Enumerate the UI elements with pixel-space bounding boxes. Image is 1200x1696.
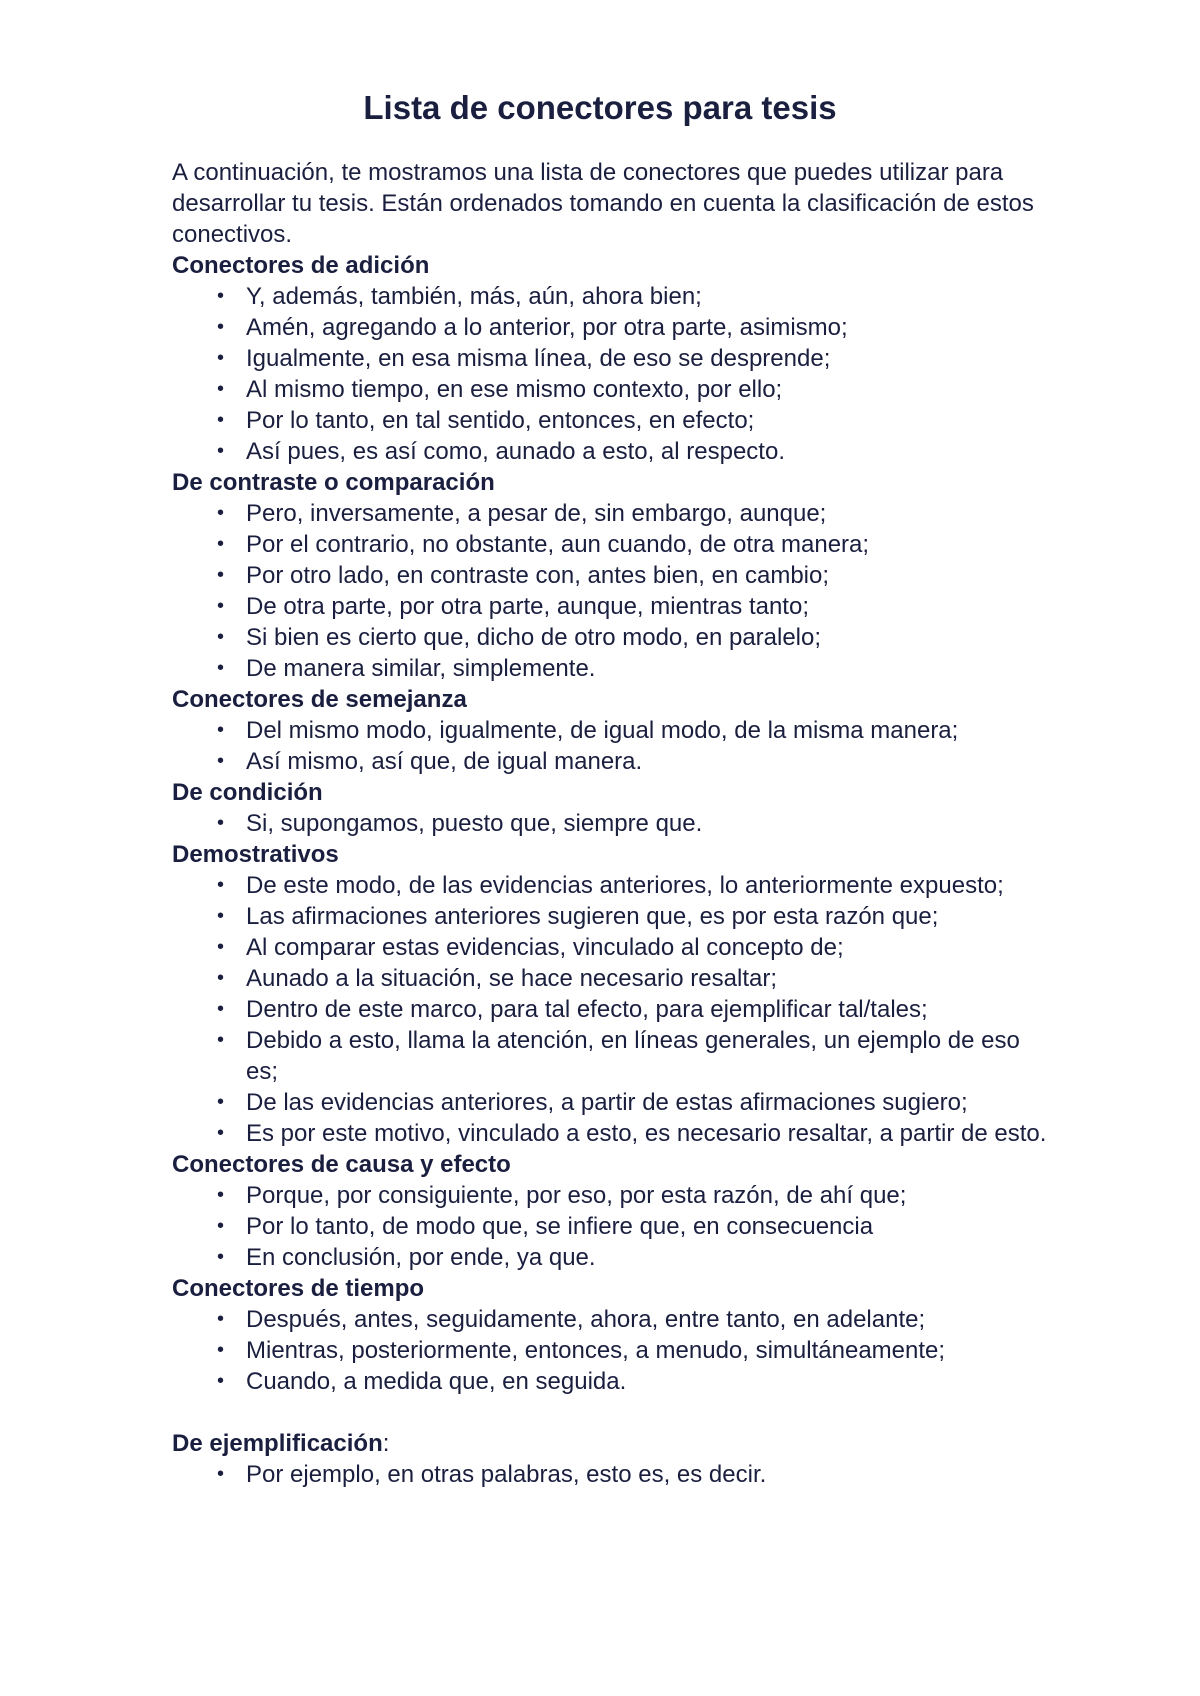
list-item: [172, 715, 1052, 746]
list-item: [172, 1366, 1052, 1397]
section-heading-text: Conectores de tiempo: [172, 1275, 425, 1302]
list-item-text: Por el contrario, no obstante, aun cuando, de otra manera;: [246, 531, 870, 558]
bullet-icon: •: [217, 967, 225, 989]
list-item: [172, 963, 1052, 994]
connector-list: [172, 1304, 1052, 1397]
bullet-icon: •: [217, 1339, 225, 1361]
list-item: [172, 560, 1052, 591]
list-item-text: De las evidencias anteriores, a partir de estas afirmaciones sugiero;: [246, 1089, 968, 1116]
bullet-icon: •: [217, 378, 225, 400]
bullet-icon: •: [217, 1246, 225, 1268]
section-heading: [172, 1428, 1052, 1459]
connector-list: [172, 808, 1052, 839]
list-item-text: Por lo tanto, en tal sentido, entonces, en efecto;: [246, 407, 755, 434]
bullet-icon: •: [217, 1215, 225, 1237]
list-item-text: Dentro de este marco, para tal efecto, para ejemplificar tal/tales;: [246, 996, 928, 1023]
bullet-icon: •: [217, 750, 225, 772]
section-heading: [172, 684, 1052, 715]
list-item: [172, 932, 1052, 963]
section-heading: [172, 839, 1052, 870]
section-heading-text: Demostrativos: [172, 841, 339, 868]
list-item: [172, 312, 1052, 343]
list-item-text: Si bien es cierto que, dicho de otro modo, en paralelo;: [246, 624, 822, 651]
connector-list: [172, 1459, 1052, 1490]
list-item-text: Del mismo modo, igualmente, de igual modo, de la misma manera;: [246, 717, 959, 744]
bullet-icon: •: [217, 316, 225, 338]
bullet-icon: •: [217, 1184, 225, 1206]
list-item: [172, 405, 1052, 436]
list-item: [172, 1304, 1052, 1335]
bullet-icon: •: [217, 874, 225, 896]
bullet-icon: •: [217, 719, 225, 741]
list-item: [172, 1211, 1052, 1242]
bullet-icon: •: [217, 564, 225, 586]
list-item-text: Y, además, también, más, aún, ahora bien;: [246, 283, 702, 310]
list-item-text: Cuando, a medida que, en seguida.: [246, 1368, 627, 1395]
sections-container: [172, 250, 1052, 1490]
list-item: [172, 1459, 1052, 1490]
list-item-text: De otra parte, por otra parte, aunque, mientras tanto;: [246, 593, 809, 620]
section-heading: [172, 250, 1052, 281]
list-item: [172, 343, 1052, 374]
list-item: [172, 994, 1052, 1025]
list-item: [172, 591, 1052, 622]
section-heading: [172, 777, 1052, 808]
bullet-icon: •: [217, 998, 225, 1020]
section-heading-text: Conectores de adición: [172, 252, 430, 279]
list-item: [172, 498, 1052, 529]
list-item-text: De este modo, de las evidencias anteriores, lo anteriormente expuesto;: [246, 872, 1004, 899]
list-item-text: Mientras, posteriormente, entonces, a menudo, simultáneamente;: [246, 1337, 946, 1364]
bullet-icon: •: [217, 1463, 225, 1485]
list-item: [172, 436, 1052, 467]
list-item: [172, 1087, 1052, 1118]
bullet-icon: •: [217, 1029, 225, 1051]
connector-list: [172, 870, 1052, 1149]
connector-list: [172, 715, 1052, 777]
list-item-text: Es por este motivo, vinculado a esto, es necesario resaltar, a partir de esto.: [246, 1120, 1047, 1147]
list-item: [172, 901, 1052, 932]
page-title: Lista de conectores para tesis: [363, 89, 837, 126]
connector-list: [172, 498, 1052, 684]
bullet-icon: •: [217, 409, 225, 431]
list-item: [172, 1180, 1052, 1211]
list-item: [172, 870, 1052, 901]
bullet-icon: •: [217, 1370, 225, 1392]
section-heading-text: De condición: [172, 779, 323, 806]
bullet-icon: •: [217, 440, 225, 462]
list-item-text: Debido a esto, llama la atención, en líneas generales, un ejemplo de eso es;: [246, 1027, 1020, 1085]
list-item-text: Las afirmaciones anteriores sugieren que, es por esta razón que;: [246, 903, 939, 930]
list-item: [172, 1335, 1052, 1366]
list-item: [172, 622, 1052, 653]
list-item-text: Si, supongamos, puesto que, siempre que.: [246, 810, 703, 837]
list-item-text: Al comparar estas evidencias, vinculado al concepto de;: [246, 934, 844, 961]
bullet-icon: •: [217, 812, 225, 834]
bullet-icon: •: [217, 502, 225, 524]
list-item-text: Por otro lado, en contraste con, antes bien, en cambio;: [246, 562, 830, 589]
section-heading-text: Conectores de causa y efecto: [172, 1151, 511, 1178]
section-heading-text: De contraste o comparación: [172, 469, 495, 496]
list-item: [172, 1025, 1052, 1087]
list-item: [172, 746, 1052, 777]
bullet-icon: •: [217, 1122, 225, 1144]
section-heading: [172, 1149, 1052, 1180]
list-item-text: Por lo tanto, de modo que, se infiere que, en consecuencia: [246, 1213, 874, 1240]
list-item: [172, 529, 1052, 560]
list-item: [172, 1118, 1052, 1149]
list-item: [172, 1242, 1052, 1273]
section-spacer: [172, 1397, 1052, 1428]
bullet-icon: •: [217, 905, 225, 927]
bullet-icon: •: [217, 595, 225, 617]
list-item-text: Amén, agregando a lo anterior, por otra parte, asimismo;: [246, 314, 848, 341]
bullet-icon: •: [217, 1308, 225, 1330]
bullet-icon: •: [217, 533, 225, 555]
list-item-text: Así mismo, así que, de igual manera.: [246, 748, 643, 775]
bullet-icon: •: [217, 285, 225, 307]
list-item-text: Aunado a la situación, se hace necesario resaltar;: [246, 965, 777, 992]
connector-list: [172, 281, 1052, 467]
section-heading: [172, 467, 1052, 498]
connector-list: [172, 1180, 1052, 1273]
bullet-icon: •: [217, 347, 225, 369]
list-item: [172, 281, 1052, 312]
bullet-icon: •: [217, 626, 225, 648]
list-item: [172, 653, 1052, 684]
list-item-text: Porque, por consiguiente, por eso, por esta razón, de ahí que;: [246, 1182, 907, 1209]
section-heading-suffix: :: [382, 1430, 390, 1457]
bullet-icon: •: [217, 1091, 225, 1113]
list-item-text: Pero, inversamente, a pesar de, sin embargo, aunque;: [246, 500, 827, 527]
section-heading-text: Conectores de semejanza: [172, 686, 467, 713]
list-item-text: De manera similar, simplemente.: [246, 655, 596, 682]
intro-paragraph: A continuación, te mostramos una lista de conectores que puedes utilizar para desarrollar tu tesis. Están ordenados tomando en cuenta la clasificación de estos conectivos.: [172, 159, 1034, 248]
list-item-text: Después, antes, seguidamente, ahora, entre tanto, en adelante;: [246, 1306, 926, 1333]
list-item-text: Igualmente, en esa misma línea, de eso se desprende;: [246, 345, 831, 372]
bullet-icon: •: [217, 657, 225, 679]
list-item: [172, 808, 1052, 839]
list-item-text: Al mismo tiempo, en ese mismo contexto, por ello;: [246, 376, 783, 403]
list-item: [172, 374, 1052, 405]
list-item-text: Así pues, es así como, aunado a esto, al respecto.: [246, 438, 785, 465]
list-item-text: Por ejemplo, en otras palabras, esto es, es decir.: [246, 1461, 767, 1488]
section-heading-text: De ejemplificación: [172, 1430, 383, 1457]
section-heading: [172, 1273, 1052, 1304]
bullet-icon: •: [217, 936, 225, 958]
list-item-text: En conclusión, por ende, ya que.: [246, 1244, 596, 1271]
document-body: [172, 157, 1052, 1490]
